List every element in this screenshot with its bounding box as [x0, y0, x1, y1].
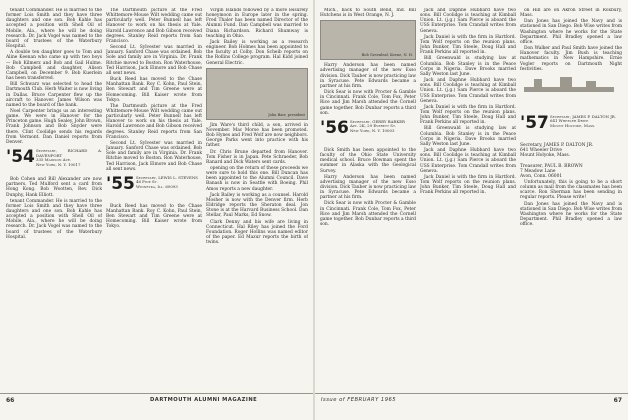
paragraph: A double ten daughter goes to Tom and Aline Keenan who came up with two boys — Bob Kilmerz and Bob and Gail Hulme. Bob Campbell and daughter, Alison Campbell, on December 9. Bob Kuerlein has been transferred. — [6, 50, 102, 82]
paragraph: Jack Daniel is with the firm in Hartford. Tom Wolf reports on the reunion plans. John Bunker, Tim Steele, Doug Hall and Frank Perkins all reported in. — [420, 104, 516, 126]
paragraph: Buck Reed has moved to the Chase Manhattan Bank. Roy C. Kohn, Paul Stein, Ben Stewart and Tim Greene were at Homecoming. Bill Kaiser wrote from Tokyo. — [106, 77, 202, 103]
paragraph: Bill Greenwald is studying law at Columbia. Bob Stanley is in the Peace Corps in Nigeria. Dave Brooks married Sally Weston last June. — [420, 56, 516, 77]
left-page — [0, 0, 313, 420]
secretary-address: Secretary, LEWIS L. STEVENS 46 Pine St. Winnetka, Ill. 60093 — [136, 174, 198, 190]
photo-caption: John Barr, president — [268, 112, 305, 117]
paragraph: Jack and Daphne Hubbard have two sons. Bill Coolidge is teaching at Kimball Union. Lt. (j.g.) Sam Pierce is aboard the USS Enterprise. Tom Crandall writes from Geneva. — [420, 148, 516, 174]
paragraph: Virgin Islands followed by a more leisurely honeymoon in Europe later in the spring. Fred Thaler has been named Director of the Alumni Fund. Dan Campbell was married to Diana Richardson. Richard Shumway is teaching in Ohio. — [206, 8, 308, 39]
class-year: '57 — [520, 112, 549, 133]
paragraph: Harry Anderson has been named advertising manager of the new Esso division. Dick Tauber is now practicing law in Syracuse. Pete Edwards became a partner at his firm. — [320, 174, 416, 201]
paragraph: The Dartmouth picture at the Fred Whittemore-Mouse Wilt wedding came out particularly well. Peter Bunnell has left Hanover to work on his thesis at Yale. Harold Lawrence and Bob Gibson received degrees. Stanley Reid reports from San Francisco. — [106, 8, 202, 44]
paragraph: Jack Daniel is with the firm in Hartford. Tom Wolf reports on the reunion plans. John Bunker, Tim Steele, Doug Hall and Frank Perkins all reported in. — [420, 174, 516, 196]
paragraph: Jack and Daphne Hubbard have two sons. Bill Coolidge is teaching at Kimball Union. Lt. (j.g.) Sam Pierce is aboard the USS Enterprise. Tom Crandall writes from Geneva. — [420, 78, 516, 104]
class-year: '55 — [106, 173, 135, 194]
house-silhouette — [560, 77, 572, 89]
class-photo — [206, 68, 308, 120]
class-heading-57 — [520, 113, 622, 141]
house-silhouette — [534, 79, 542, 89]
paragraph: Second Lt. Sylvester was married in January. Sanford Chase was ordained. Bob Sole and family are in Virginia. Dr. Frank Ritchie moved to Boston. Ron Waterhouse, Ted Harrison, Jack Elmore and Bob Chase all sent news. — [106, 140, 202, 172]
paragraph: Bob Cohen and Bill Alexander are now partners. Ted Mulford sent a card from Hong Kong. Bob Wootten, Rev. Dick Dunphy, Hank Elliott. — [6, 177, 102, 198]
paragraph: on Hill are on Akron Street in Roxbury, Mass. — [520, 8, 622, 19]
class-heading-54 — [6, 147, 102, 175]
paragraph: Unfortunately, this is going to be a short column as mail from the classmates has been scarce. Ron Sherman has been sending in regular reports. Please write! — [520, 179, 622, 201]
paragraph: Dr. Chris Brune departed from Hanover. Tom Fisher is in Japan. Pete Schraeder, Bob Ranard and Dick Waters sent cards. — [206, 149, 308, 165]
paragraph: Buck Reed has moved to the Chase Manhattan Bank. Roy C. Kohn, Paul Stein, Ben Stewart and Tim Greene were at Homecoming. Bill Kaiser wrote from Tokyo. — [106, 203, 202, 230]
paragraph: Jack Bailey is working as a counsel. Harold Mosher is now with the Denver firm. Herb Eldridge reports the Sheraton deal. Jon Stone is at the Harvard Business School. Dan Stellar, Paul Marks, Ed Snow. — [206, 192, 308, 219]
paragraph: opening on the return of these proceeds we were sure to hold this one. Bill Duncan has been appointed to the Alumni Council. Dave Banash is now in Seattle with Boeing. Phil Amos reports a new daughter. — [206, 165, 308, 192]
column-2 — [106, 8, 202, 392]
magazine-name: DARTMOUTH ALUMNI MAGAZINE — [150, 397, 258, 403]
right-footer — [315, 395, 628, 409]
column-5 — [320, 8, 416, 392]
paragraph: Bill Greenwald is studying law at Columbia. Bob Stanley is in the Peace Corps in Nigeria. Dave Brooks married Sally Weston last June. — [420, 126, 516, 147]
paragraph: Don Walker and Paul Smith have joined the Hanover faculty. Jim Bush is teaching mathematics in New Hampshire. Ernie Vogler reports on Dartmouth Night festivities. — [520, 46, 622, 72]
page-number: 66 — [6, 397, 15, 404]
column-7 — [520, 8, 622, 392]
class-photo — [320, 20, 416, 60]
page-number: 67 — [613, 397, 622, 404]
paragraph: The Dartmouth picture at the Fred Whittemore-Mouse Wilt wedding came out particularly well. Peter Bunnell has left Hanover to work on his thesis at Yale. Harold Lawrence and Bob Gibson received degrees. Stanley Reid reports from San Francisco. — [106, 103, 202, 140]
paragraph: Dick Sear is now with Procter & Gamble in Cincinnati. Frank Cole, Tom Fox, Peter Rice and Jim Marsh attended the Cornell game together. Bob Dunbar reports a third son. — [320, 90, 416, 116]
right-page — [315, 0, 628, 420]
class-heading-55 — [106, 174, 202, 202]
left-footer — [0, 395, 313, 409]
footer-rule — [315, 393, 628, 394]
paragraph: Dan Jones has joined the Navy and is stationed in San Diego. Bob Wise writes from Washington where he works for the State Department. Phil Bradley opened a law office. — [520, 19, 622, 45]
paragraph: Second Lt. Sylvester was married in January. Sanford Chase was ordained. Bob Sole and family are in Virginia. Dr. Frank Ritchie moved to Boston. Ron Waterhouse, Ted Harrison, Jack Elmore and Bob Chase all sent news. — [106, 45, 202, 76]
footer-rule — [0, 393, 313, 394]
paragraph: tenant Commander. He is married to the former Lois Smith and they have three daughters and one son. Bob Kahle has accepted a position with Shell Oil of Mobile, Ala., where he will be doing research. Dr. Jack Vogel was named to the board of trustees of the Waterbury Hospital. — [6, 198, 102, 240]
paragraph: Clark Denny and his wife are living in Connecticut. Hal Riley has joined the Ford Foundation. Roger Hollins was named editor of the paper. Ed Mazur reports the birth of twins. — [206, 219, 308, 246]
secretary-address: Secretary, GERRY BARKER Apt. 2K, 29 Everett St. New York, N. Y. 10003 — [350, 118, 405, 134]
paragraph: Jim Ware's third child, a son, arrived in November. Mac Morse has been promoted. Bob Hynes and Fred Wolf are now neighbors. George Parks went into practice with his father. — [206, 122, 308, 149]
paragraph: Dan Jones has joined the Navy and is stationed in San Diego. Bob Wise writes from Washington where he works for the State Department. Phil Bradley opened a law office. — [520, 201, 622, 228]
class-year: '56 — [320, 117, 349, 138]
secretary-address: Secretary, JAMES P. DALTON JR. 641 Wheeler Drive Mount Holyoke, Mass. — [550, 113, 616, 129]
paragraph: Jack Daniel is with the firm in Hartford. Tom Wolf reports on the reunion plans. John Bunker, Tim Steele, Doug Hall and Frank Perkins all reported in. — [420, 34, 516, 56]
column-6 — [420, 8, 516, 392]
column-1 — [6, 8, 102, 392]
house-silhouette — [586, 81, 596, 89]
paragraph: Dick Smith has been appointed to the faculty of the Ohio State University medical school. Bruce Bowman spent the summer in Alaska with the Geological Survey. — [320, 147, 416, 174]
issue-date: Issue of FEBRUARY 1965 — [321, 397, 397, 403]
paragraph: Harry Anderson has been named advertising manager of the new Esso division. Dick Tauber is now practicing law in Syracuse. Pete Edwards became a partner at his firm. — [320, 63, 416, 89]
paragraph: Noel Carpenter brings us an interesting game. We were in Hanover for the Princeton game. Hugh Sealey, John Brown, Frank Johnson and Bob Snyder were there. Clint Coolidge sends his regards from Vermont. Dan Daniel reports from Denver. — [6, 108, 102, 145]
secretary-address: Secretary, RICHARD A. DAVENPORT 335 Madison Ave. New York, N. Y. 10017 — [36, 148, 102, 167]
class-year: '54 — [6, 147, 35, 168]
paragraph: Jack and Daphne Hubbard have two sons. Bill Coolidge is teaching at Kimball Union. Lt. (j.g.) Sam Pierce is aboard the USS Enterprise. Tom Crandall writes from Geneva. — [420, 8, 516, 34]
photo-caption: Bob Greenleaf, Keene, N. H. — [361, 53, 413, 58]
paragraph: tenant Commander. He is married to the former Lois Smith and they have three daughters and one son. Bob Kahle has accepted a position with Shell Oil of Mobile, Ala., where he will be doing research. Dr. Jack Vogel was named to the board of trustees of the Waterbury Hospital. — [6, 8, 102, 50]
paragraph: Secretary, JAMES P. DALTON JR. 641 Wheeler Drive Mount Holyoke, Mass. Treasurer, PAUL B. BROWN 7 Meadow Lane Avon, Conn. 06001 — [520, 142, 594, 179]
paragraph: Jack Bailey is working as a research engineer. Bob Holmes has been appointed to the faculty at Colby. Don Scheib reports on the Rollins College program. Hal Kidd joined General Electric. — [206, 39, 308, 66]
paragraph: Bill Schwarz was selected to head the Dartmouth Club. Herb Waiter is now living in Dallas. Bruce Carpenter flew up the aircraft to Hanover. James Wilson was named to the board of the bank. — [6, 82, 102, 108]
decorative-illustration — [520, 73, 622, 111]
paragraph: Mich., back to South Bend, Ind. Bill Hutchens is in West Orange, N. J. — [320, 8, 416, 19]
class-heading-56 — [320, 118, 416, 146]
column-3 — [206, 8, 308, 392]
paragraph: Dick Sear is now with Procter & Gamble in Cincinnati. Frank Cole, Tom Fox, Peter Rice and Jim Marsh attended the Cornell game together. Bob Dunbar reports a third son. — [320, 201, 416, 228]
